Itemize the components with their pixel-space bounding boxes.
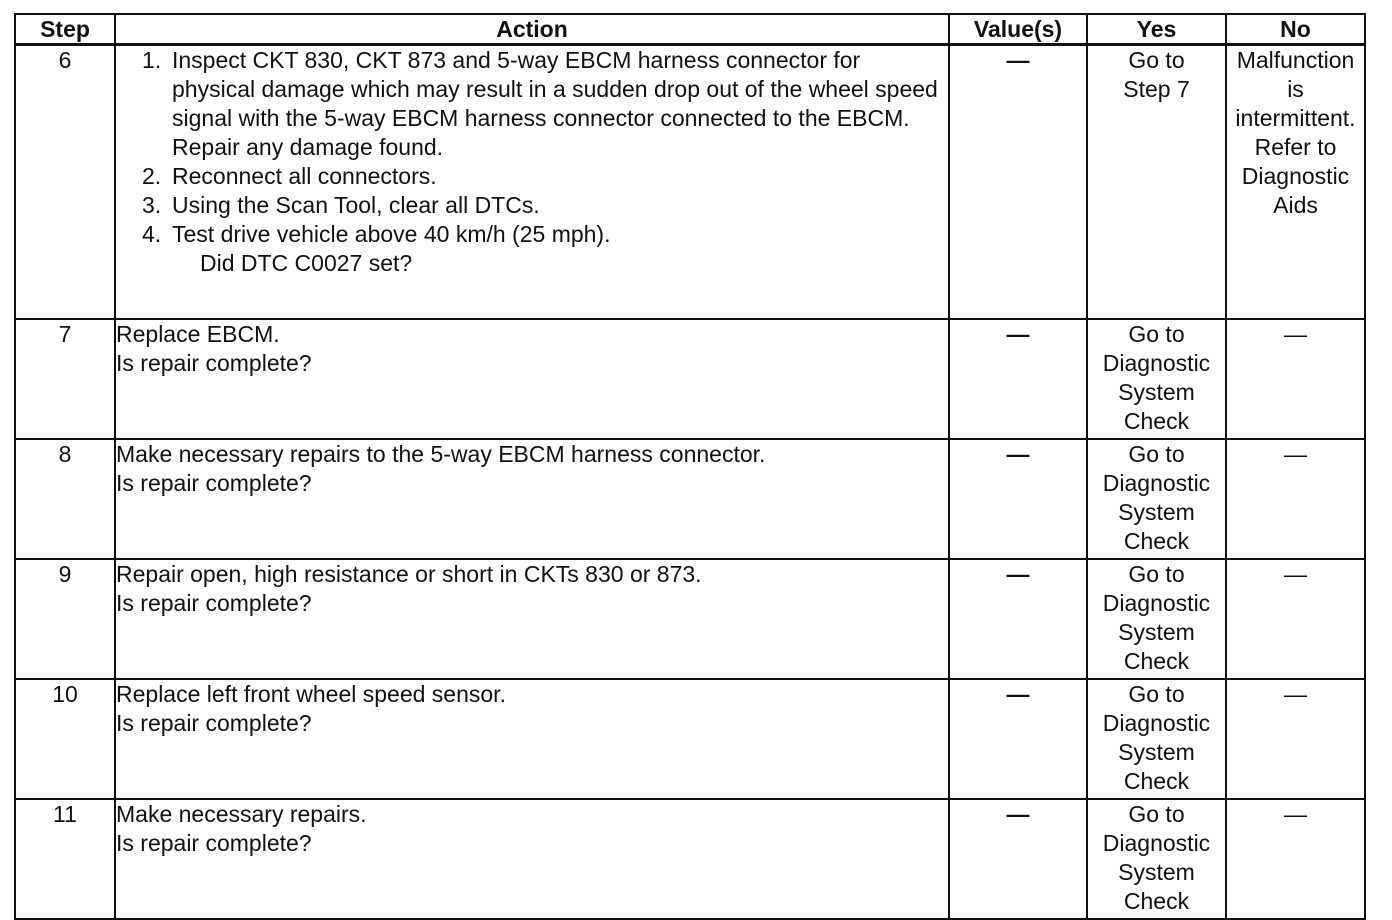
item-number: 3. [142, 192, 162, 218]
yes-text: Go to Diagnostic System Check [1102, 321, 1211, 434]
step-cell: 8 [15, 439, 115, 559]
item-text: Test drive vehicle above 40 km/h (25 mph). [172, 221, 611, 247]
table-row [15, 799, 1365, 919]
yes-text: Go to Diagnostic System Check [1102, 441, 1211, 554]
value-cell: — [949, 439, 1087, 559]
yes-cell [1087, 799, 1226, 919]
question-text: Is repair complete? [116, 830, 312, 856]
yes-cell [1087, 319, 1226, 439]
value-cell: — [949, 679, 1087, 799]
action-cell [115, 799, 949, 919]
yes-cell [1087, 45, 1226, 320]
item-text: Inspect CKT 830, CKT 873 and 5-way EBCM harness connector for physical damage which may result in a sudden drop out of the wheel speed signal with the 5-way EBCM harness connector connected to the EBCM. Repair any damage found. [172, 47, 938, 160]
yes-cell [1087, 679, 1226, 799]
step-cell: 11 [15, 799, 115, 919]
no-cell: — [1226, 559, 1365, 679]
header-yes: Yes [1087, 14, 1226, 45]
item-number: 1. [142, 47, 162, 73]
table-row [15, 679, 1365, 799]
value-cell: — [949, 45, 1087, 320]
no-text: Malfunction is intermittent. Refer to Diagnostic Aids [1235, 47, 1356, 218]
step-cell: 9 [15, 559, 115, 679]
item-text: Reconnect all connectors. [172, 163, 437, 189]
header-no: No [1226, 14, 1365, 45]
step-cell: 7 [15, 319, 115, 439]
table-row [15, 45, 1365, 320]
yes-text: Go to Diagnostic System Check [1102, 801, 1211, 914]
action-text: Make necessary repairs to the 5-way EBCM harness connector. [116, 441, 766, 467]
step-cell: 10 [15, 679, 115, 799]
question-text: Is repair complete? [116, 350, 312, 376]
yes-text: Go to Step 7 [1123, 47, 1190, 102]
question-text: Is repair complete? [116, 710, 312, 736]
step-cell: 6 [15, 45, 115, 320]
yes-text: Go to Diagnostic System Check [1102, 561, 1211, 674]
action-cell [115, 679, 949, 799]
list-item [142, 162, 948, 191]
question-text: Is repair complete? [116, 590, 312, 616]
action-text: Make necessary repairs. [116, 801, 367, 827]
yes-cell [1087, 559, 1226, 679]
yes-text: Go to Diagnostic System Check [1102, 681, 1211, 794]
item-text: Using the Scan Tool, clear all DTCs. [172, 192, 540, 218]
no-cell [1226, 45, 1365, 320]
action-text: Repair open, high resistance or short in CKTs 830 or 873. [116, 561, 702, 587]
no-cell: — [1226, 799, 1365, 919]
header-row [15, 14, 1365, 45]
action-text: Replace left front wheel speed sensor. [116, 681, 506, 707]
value-cell: — [949, 799, 1087, 919]
value-cell: — [949, 319, 1087, 439]
table-row [15, 559, 1365, 679]
list-item [142, 191, 948, 220]
list-item [142, 220, 948, 249]
question-text: Is repair complete? [116, 470, 312, 496]
yes-cell [1087, 439, 1226, 559]
value-cell: — [949, 559, 1087, 679]
item-number: 4. [142, 221, 162, 247]
no-cell: — [1226, 439, 1365, 559]
action-cell [115, 45, 949, 320]
action-text: Replace EBCM. [116, 321, 280, 347]
header-values: Value(s) [949, 14, 1087, 45]
action-cell [115, 559, 949, 679]
list-item [142, 46, 948, 162]
action-cell [115, 319, 949, 439]
header-step: Step [15, 14, 115, 45]
question-text: Did DTC C0027 set? [200, 250, 413, 276]
header-action: Action [115, 14, 949, 45]
table-row [15, 439, 1365, 559]
action-steps-list [116, 46, 948, 249]
action-cell [115, 439, 949, 559]
no-cell: — [1226, 319, 1365, 439]
diagnostic-table [14, 13, 1366, 920]
table-row [15, 319, 1365, 439]
item-number: 2. [142, 163, 162, 189]
no-cell: — [1226, 679, 1365, 799]
